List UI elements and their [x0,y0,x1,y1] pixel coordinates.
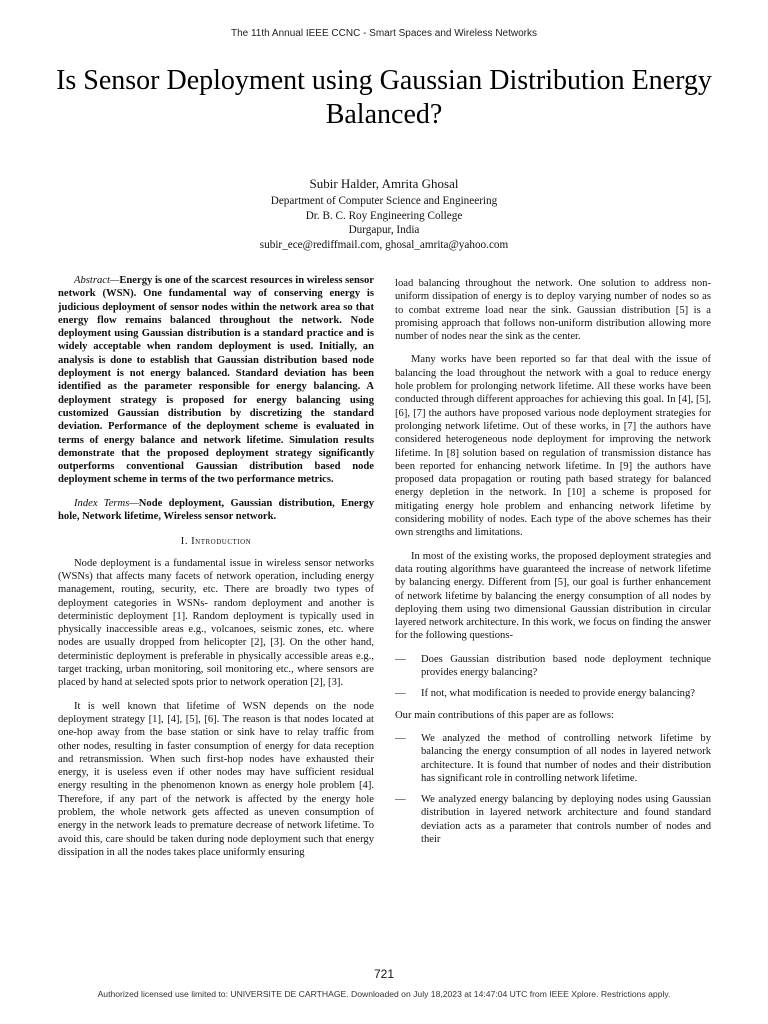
question-text: If not, what modification is needed to provide energy balancing? [421,688,695,700]
dash-marker: — [395,688,406,700]
contribution-text: We analyzed the method of controlling network lifetime by balancing the energy consumption of all nodes in layered network architecture. It is found that number of nodes and their distribution has significant role in controlling network lifetime. [421,732,711,784]
index-terms [58,497,374,524]
dash-marker: — [395,794,406,806]
intro-paragraph: It is well known that lifetime of WSN depends on the node deployment strategy [1], [4], [5], [6]. The reason is that nodes located at one-hop away from the base station or sink have to relay traffic from other nodes, resulting in faster consumption of energy for data reception and retransmission. When such first-hop nodes have exhausted their energy, it is useless even if other nodes may have sufficient residual energy resulting in the phenomenon known as energy hole problem [4]. Therefore, if any part of the network is affected by the energy hole problem, the whole network gets affected as uneven consumption of energy in the network leads to premature decrease of network lifetime. To avoid this, care should be taken during node deployment such that energy dissipation in all the nodes takes place uniformly ensuring [58,700,374,858]
contributions-intro: Our main contributions of this paper are as follows: [395,709,614,721]
page-number: 721 [373,967,395,981]
index-terms-label: Index Terms— [74,497,139,509]
dash-marker: — [395,653,406,665]
emails: subir_ece@rediffmail.com, ghosal_amrita@yahoo.com [259,238,509,251]
dash-marker: — [395,732,406,744]
department: Department of Computer Science and Engineering [270,195,498,207]
paper-title: Is Sensor Deployment using Gaussian Distribution Energy Balanced? [56,65,712,130]
college: Dr. B. C. Roy Engineering College [305,209,463,222]
license-notice: Authorized licensed use limited to: UNIVERSITE DE CARTHAGE. Downloaded on July 18,2023 at 14:47:04 UTC from IEEE Xplore. Restrictions apply. [97,989,671,999]
city: Durgapur, India [348,224,420,236]
abstract [58,274,374,487]
intro-paragraph: Node deployment is a fundamental issue in wireless sensor networks (WSNs) that affects many facets of network operation, including energy management, routing, security, etc. There are broadly two types of deployment categories in WSNs- random deployment and another is deterministic deployment [1]. Random deployment is typically used in physically inaccessible areas e.g., volcanoes, seismic zones, etc. where nodes are usually dropped from helicopter [2], [3]. On the other hand, deterministic deployment is preferable in physically accessible areas e.g., target tracking, urban monitoring, soil monitoring etc., where sensors are placed by hand at selected spots prior to network operation [2], [3]. [58,557,374,689]
authors: Subir Halder, Amrita Ghosal [309,176,459,191]
section-heading: I. Introduction [180,536,252,548]
abstract-label: Abstract— [74,275,120,286]
affiliation [0,194,768,252]
question-item [395,687,711,700]
contribution-item [395,793,711,846]
contribution-item [395,732,711,785]
conference-header: The 11th Annual IEEE CCNC - Smart Spaces and Wireless Networks [230,28,538,39]
body-paragraph: load balancing throughout the network. One solution to address non-uniform dissipation of energy is to deploy varying number of nodes so as to combat extreme load near the sink. Gaussian distribution [5] is a promising approach that follows non-uniform distribution allowing more number of nodes near the sink as the center. [395,278,711,343]
body-paragraph: In most of the existing works, the proposed deployment strategies and data routing algorithms have guaranteed the increase of network lifetime by balancing energy. Different from [5], our goal is further enhancement of network lifetime by balancing the energy consumption of all nodes by deploying them using two dimensional Gaussian distribution in circular layered network architecture. In this work, we focus on finding the answer for the following questions- [395,550,711,642]
question-text: Does Gaussian distribution based node deployment technique provides energy balancing? [421,653,711,679]
abstract-text: Energy is one of the scarcest resources in wireless sensor network (WSN). One fundamental way of conserving energy is judicious deployment of sensor nodes within the network area so that energy flow remains balanced throughout the network. Node deployment using Gaussian distribution is a standard practice and is widely acceptable when random deployment is used. Initially, an analysis is done to establish that Gaussian distribution based node deployment is not energy balanced. Standard deviation has been identified as the parameter responsible for energy balancing. A deployment strategy is proposed for energy balancing using customized Gaussian distribution by discretizing the standard deviation. Performance of the deployment scheme is evaluated in terms of energy balance and network lifetime. Simulation results demonstrate that the proposed deployment strategy significantly outperforms conventional Gaussian distribution based node deployment scheme in terms of the two performance metrics. [58,275,374,486]
index-terms-text: Node deployment, Gaussian distribution, Energy hole, Network lifetime, Wireless sensor network. [58,497,374,523]
left-column [58,274,374,869]
contribution-text: We analyzed energy balancing by deploying nodes using Gaussian distribution in layered network architecture and found standard deviation acts as a parameter that controls number of nodes and their [421,794,711,845]
body-paragraph: Many works have been reported so far that deal with the issue of balancing the load throughout the network with a goal to reduce energy hole problem for prolonging network lifetime. All these works have been conducted through different approaches for achieving this goal. In [4], [5], [6], [7] the authors have proposed various node deployment strategies for prolonging network lifetime. Out of these works, in [7] the authors have considered heterogeneous node deployment for improving the network lifetime. In [8] solution based on regulation of transmission distance has been reported for enhancing network lifetime. In [9] the authors have proposed data propagation or routing path based strategy for balanced energy depletion in the network. In [10] a scheme is proposed for mitigating energy hole problem and enhancing network lifetime by considering mobility of nodes. Each type of the above schemes has their own strengths and limitations. [395,354,711,539]
right-column [395,277,711,854]
question-item [395,653,711,680]
